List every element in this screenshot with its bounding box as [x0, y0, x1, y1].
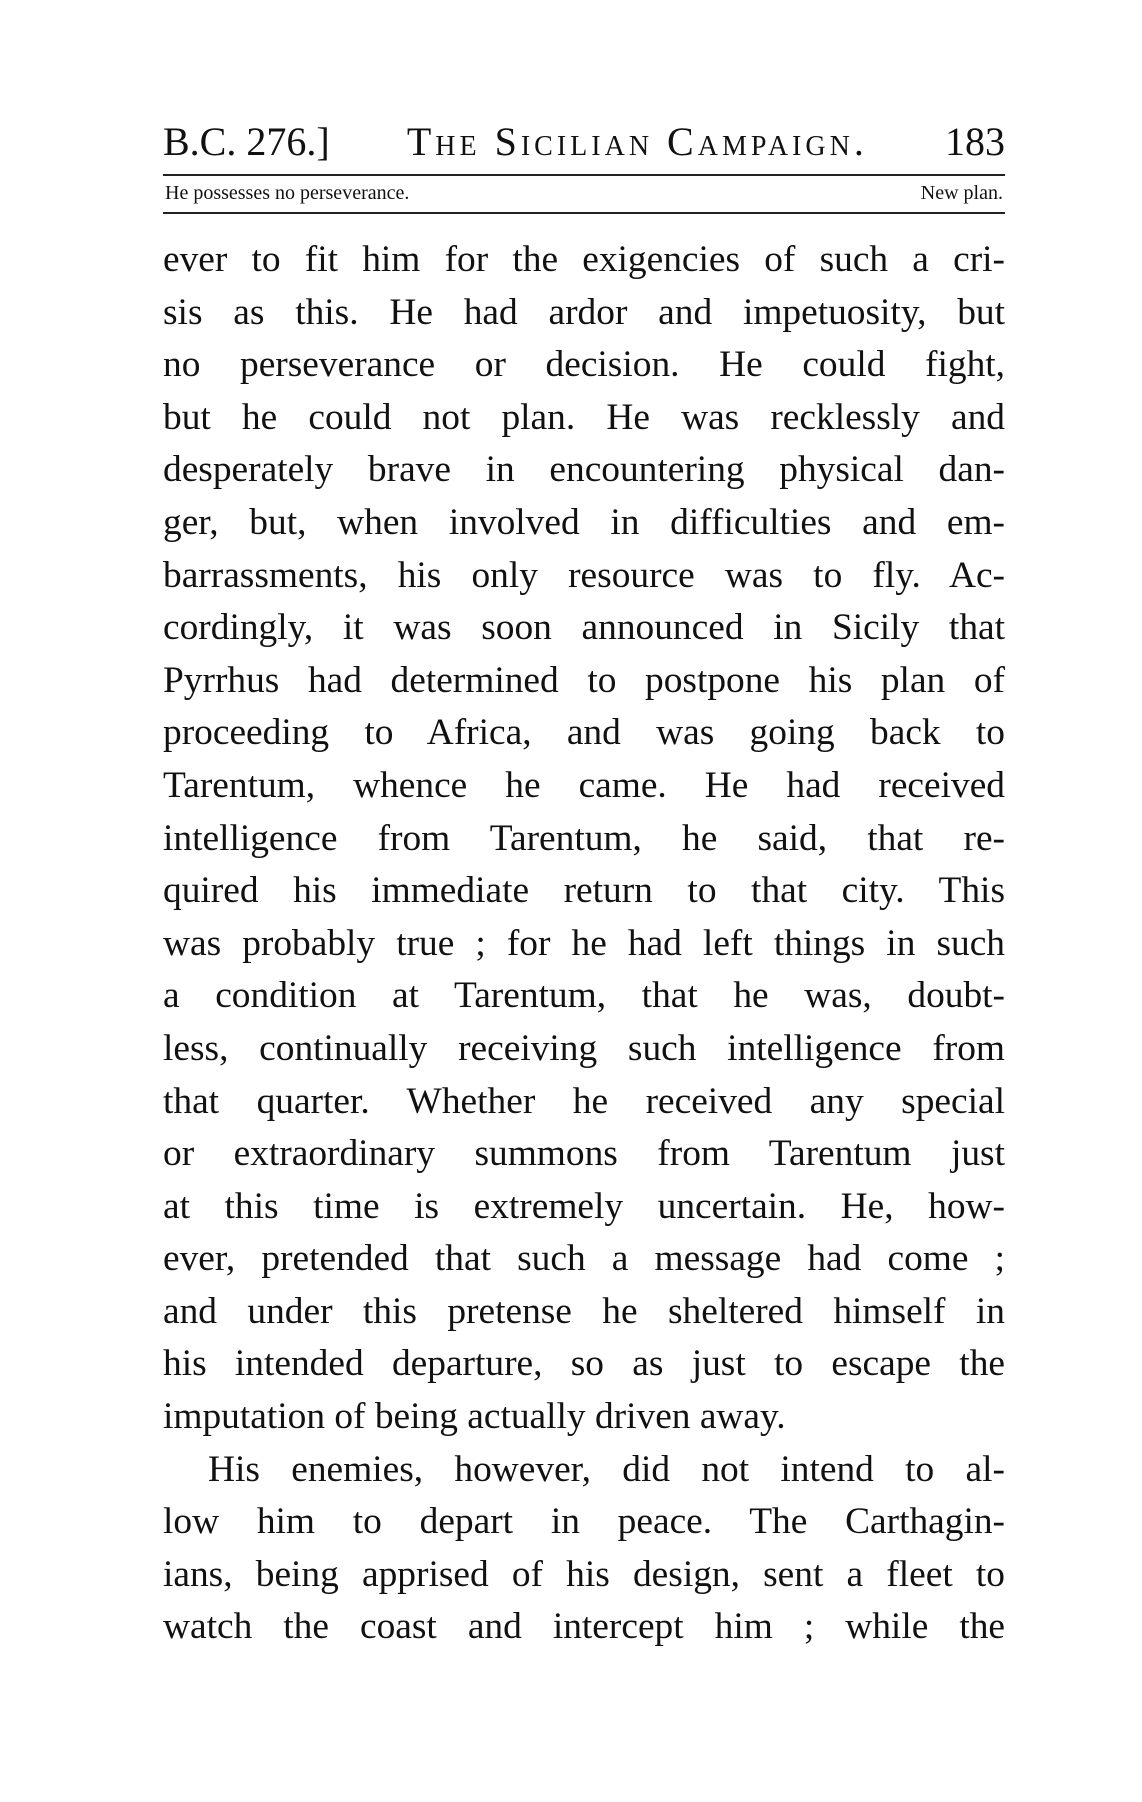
text-line: Pyrrhus had determined to postpone his plan of: [163, 659, 1005, 701]
book-page: [163, 118, 1005, 1654]
chapter-title: The Sicilian Campaign.: [406, 119, 868, 164]
text-line: proceeding to Africa, and was going back to: [163, 712, 1005, 754]
text-line: but he could not plan. He was recklessly and: [163, 396, 1005, 438]
page-number: 183: [944, 119, 1005, 164]
text-line: was probably true ; for he had left things in such: [163, 922, 1005, 964]
text-line: and under this pretense he sheltered himself in: [163, 1290, 1005, 1332]
sidenote-right: New plan.: [920, 182, 1003, 204]
running-head: [163, 118, 1005, 168]
sidenote-bar: [163, 176, 1005, 212]
text-line-paragraph-end: imputation of being actually driven away.: [163, 1396, 786, 1438]
text-line: watch the coast and intercept him ; while the: [163, 1606, 1005, 1648]
text-line: at this time is extremely uncertain. He, how-: [163, 1185, 1005, 1227]
text-line: quired his immediate return to that city. This: [163, 870, 1005, 912]
text-line: barrassments, his only resource was to fly. Ac-: [163, 554, 1005, 596]
text-line: low him to depart in peace. The Carthagin-: [163, 1501, 1005, 1543]
text-line: ger, but, when involved in difficulties and em-: [163, 501, 1005, 543]
text-line: or extraordinary summons from Tarentum just: [163, 1133, 1005, 1175]
text-line: less, continually receiving such intelligence from: [163, 1027, 1005, 1069]
text-line: ever, pretended that such a message had come ;: [163, 1238, 1005, 1280]
text-line-paragraph-start: His enemies, however, did not intend to al-: [208, 1448, 1005, 1490]
text-line: desperately brave in encountering physical dan-: [163, 449, 1005, 491]
text-line: Tarentum, whence he came. He had received: [163, 764, 1005, 806]
sidenote-left: He possesses no perseverance.: [165, 182, 410, 204]
text-line: sis as this. He had ardor and impetuosity, but: [163, 291, 1005, 333]
text-line: ever to fit him for the exigencies of such a cri-: [163, 239, 1005, 280]
text-line: ians, being apprised of his design, sent a fleet to: [163, 1553, 1005, 1595]
text-line: no perseverance or decision. He could fight,: [163, 344, 1005, 386]
body-text: [163, 234, 1005, 1654]
text-line: a condition at Tarentum, that he was, doubt-: [163, 975, 1005, 1017]
sidenote-rule: [163, 212, 1005, 214]
text-line: that quarter. Whether he received any special: [163, 1080, 1005, 1122]
text-line: intelligence from Tarentum, he said, that re-: [163, 817, 1005, 859]
text-line: cordingly, it was soon announced in Sicily that: [163, 607, 1005, 649]
header-date: B.C. 276.]: [163, 119, 330, 164]
text-line: his intended departure, so as just to escape the: [163, 1343, 1005, 1385]
